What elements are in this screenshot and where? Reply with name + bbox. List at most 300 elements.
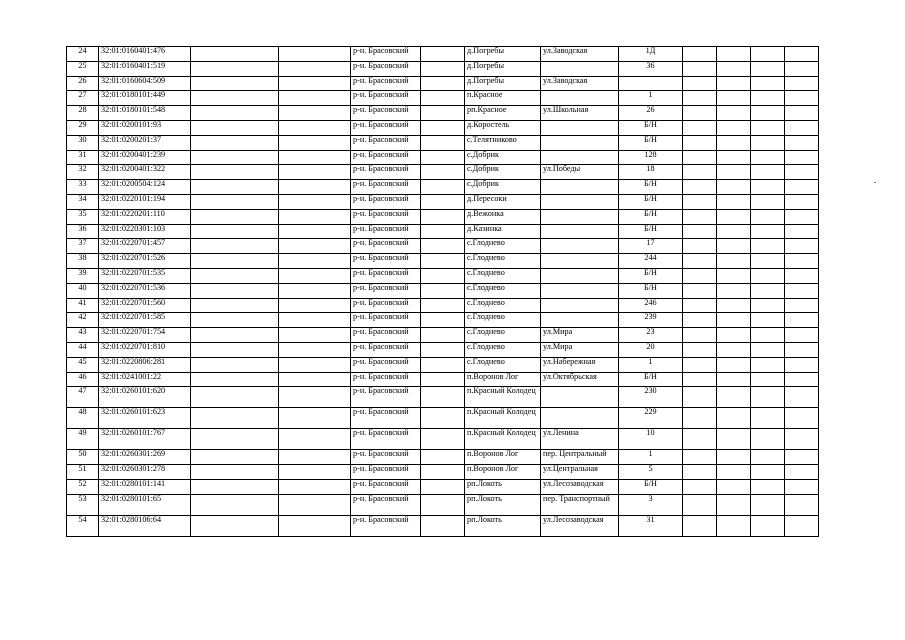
house-number-cell bbox=[619, 76, 683, 91]
cadastral-number-cell: 32:01:0241001:22 bbox=[99, 372, 191, 387]
table-row bbox=[67, 120, 819, 135]
empty-cell bbox=[279, 106, 351, 121]
house-number-cell: Б/Н bbox=[619, 180, 683, 195]
street-cell: ул.Мира bbox=[541, 342, 619, 357]
locality-cell: с.Добрик bbox=[465, 180, 541, 195]
table-row bbox=[67, 342, 819, 357]
empty-cell bbox=[751, 47, 785, 62]
locality-cell: рп.Локоть bbox=[465, 515, 541, 536]
empty-cell bbox=[785, 120, 819, 135]
empty-cell bbox=[785, 328, 819, 343]
cadastral-number-cell: 32:01:0220701:535 bbox=[99, 268, 191, 283]
empty-cell bbox=[717, 387, 751, 408]
empty-cell bbox=[421, 429, 465, 450]
street-cell: ул.Мира bbox=[541, 328, 619, 343]
empty-cell bbox=[785, 76, 819, 91]
empty-cell bbox=[751, 239, 785, 254]
locality-cell: рп.Красное bbox=[465, 106, 541, 121]
empty-cell bbox=[191, 465, 279, 480]
empty-cell bbox=[191, 47, 279, 62]
house-number-cell: 20 bbox=[619, 342, 683, 357]
cadastral-number-cell: 32:01:0200101:93 bbox=[99, 120, 191, 135]
street-cell: ул.Заводская bbox=[541, 76, 619, 91]
cadastral-number-cell: 32:01:0280101:65 bbox=[99, 494, 191, 515]
empty-cell bbox=[717, 224, 751, 239]
table-row bbox=[67, 479, 819, 494]
street-cell: ул.Заводская bbox=[541, 47, 619, 62]
empty-cell bbox=[683, 408, 717, 429]
empty-cell bbox=[421, 91, 465, 106]
street-cell bbox=[541, 135, 619, 150]
locality-cell: с.Глоднево bbox=[465, 268, 541, 283]
empty-cell bbox=[279, 224, 351, 239]
table-row bbox=[67, 254, 819, 269]
row-number-cell: 49 bbox=[67, 429, 99, 450]
locality-cell: д.Вежонка bbox=[465, 209, 541, 224]
row-number-cell: 25 bbox=[67, 61, 99, 76]
empty-cell bbox=[191, 209, 279, 224]
empty-cell bbox=[717, 165, 751, 180]
street-cell bbox=[541, 61, 619, 76]
street-cell bbox=[541, 194, 619, 209]
empty-cell bbox=[421, 180, 465, 195]
empty-cell bbox=[683, 165, 717, 180]
empty-cell bbox=[785, 209, 819, 224]
cadastral-number-cell: 32:01:0220701:526 bbox=[99, 254, 191, 269]
table-row bbox=[67, 515, 819, 536]
cadastral-number-cell: 32:01:0260301:278 bbox=[99, 465, 191, 480]
empty-cell bbox=[683, 120, 717, 135]
empty-cell bbox=[279, 209, 351, 224]
empty-cell bbox=[683, 298, 717, 313]
row-number-cell: 30 bbox=[67, 135, 99, 150]
empty-cell bbox=[683, 239, 717, 254]
row-number-cell: 33 bbox=[67, 180, 99, 195]
row-number-cell: 35 bbox=[67, 209, 99, 224]
cadastral-number-cell: 32:01:0260101:767 bbox=[99, 429, 191, 450]
empty-cell bbox=[279, 494, 351, 515]
scan-speck bbox=[874, 182, 876, 183]
street-cell bbox=[541, 387, 619, 408]
empty-cell bbox=[785, 61, 819, 76]
district-cell: р-н. Брасовский bbox=[351, 209, 421, 224]
table-row bbox=[67, 328, 819, 343]
empty-cell bbox=[683, 91, 717, 106]
empty-cell bbox=[683, 515, 717, 536]
empty-cell bbox=[751, 135, 785, 150]
empty-cell bbox=[191, 372, 279, 387]
cadastral-number-cell: 32:01:0280101:141 bbox=[99, 479, 191, 494]
empty-cell bbox=[279, 194, 351, 209]
street-cell bbox=[541, 254, 619, 269]
row-number-cell: 47 bbox=[67, 387, 99, 408]
empty-cell bbox=[785, 224, 819, 239]
row-number-cell: 42 bbox=[67, 313, 99, 328]
cadastral-number-cell: 32:01:0180101:449 bbox=[99, 91, 191, 106]
empty-cell bbox=[683, 479, 717, 494]
locality-cell: д.Погребы bbox=[465, 61, 541, 76]
empty-cell bbox=[785, 165, 819, 180]
empty-cell bbox=[751, 120, 785, 135]
row-number-cell: 36 bbox=[67, 224, 99, 239]
district-cell: р-н. Брасовский bbox=[351, 224, 421, 239]
empty-cell bbox=[279, 479, 351, 494]
empty-cell bbox=[785, 429, 819, 450]
street-cell bbox=[541, 239, 619, 254]
empty-cell bbox=[279, 91, 351, 106]
district-cell: р-н. Брасовский bbox=[351, 150, 421, 165]
empty-cell bbox=[191, 328, 279, 343]
empty-cell bbox=[717, 450, 751, 465]
empty-cell bbox=[279, 429, 351, 450]
row-number-cell: 41 bbox=[67, 298, 99, 313]
empty-cell bbox=[683, 494, 717, 515]
table-row bbox=[67, 91, 819, 106]
empty-cell bbox=[421, 515, 465, 536]
empty-cell bbox=[751, 165, 785, 180]
district-cell: р-н. Брасовский bbox=[351, 387, 421, 408]
street-cell: ул.Октябрьская bbox=[541, 372, 619, 387]
empty-cell bbox=[279, 76, 351, 91]
empty-cell bbox=[191, 268, 279, 283]
empty-cell bbox=[191, 494, 279, 515]
empty-cell bbox=[717, 180, 751, 195]
locality-cell: с.Глоднево bbox=[465, 328, 541, 343]
empty-cell bbox=[785, 194, 819, 209]
locality-cell: п.Воронов Лог bbox=[465, 465, 541, 480]
document-page bbox=[66, 46, 819, 537]
empty-cell bbox=[751, 313, 785, 328]
locality-cell: п.Красное bbox=[465, 91, 541, 106]
empty-cell bbox=[421, 465, 465, 480]
empty-cell bbox=[785, 135, 819, 150]
house-number-cell: 1 bbox=[619, 357, 683, 372]
empty-cell bbox=[785, 268, 819, 283]
empty-cell bbox=[421, 165, 465, 180]
empty-cell bbox=[717, 106, 751, 121]
house-number-cell: 246 bbox=[619, 298, 683, 313]
row-number-cell: 50 bbox=[67, 450, 99, 465]
row-number-cell: 28 bbox=[67, 106, 99, 121]
table-row bbox=[67, 239, 819, 254]
house-number-cell: 23 bbox=[619, 328, 683, 343]
empty-cell bbox=[279, 165, 351, 180]
table-row bbox=[67, 61, 819, 76]
table-row bbox=[67, 150, 819, 165]
district-cell: р-н. Брасовский bbox=[351, 194, 421, 209]
empty-cell bbox=[279, 408, 351, 429]
house-number-cell: 239 bbox=[619, 313, 683, 328]
cadastral-number-cell: 32:01:0180101:548 bbox=[99, 106, 191, 121]
locality-cell: д.Коростель bbox=[465, 120, 541, 135]
empty-cell bbox=[421, 239, 465, 254]
street-cell bbox=[541, 298, 619, 313]
empty-cell bbox=[717, 135, 751, 150]
cadastral-number-cell: 32:01:0200401:322 bbox=[99, 165, 191, 180]
empty-cell bbox=[683, 429, 717, 450]
row-number-cell: 34 bbox=[67, 194, 99, 209]
empty-cell bbox=[785, 313, 819, 328]
empty-cell bbox=[683, 180, 717, 195]
district-cell: р-н. Брасовский bbox=[351, 165, 421, 180]
empty-cell bbox=[717, 313, 751, 328]
street-cell: пер. Центральный bbox=[541, 450, 619, 465]
row-number-cell: 54 bbox=[67, 515, 99, 536]
empty-cell bbox=[279, 47, 351, 62]
empty-cell bbox=[717, 328, 751, 343]
empty-cell bbox=[751, 328, 785, 343]
cadastral-number-cell: 32:01:0160401:476 bbox=[99, 47, 191, 62]
empty-cell bbox=[421, 135, 465, 150]
house-number-cell: Б/Н bbox=[619, 283, 683, 298]
empty-cell bbox=[421, 47, 465, 62]
empty-cell bbox=[191, 106, 279, 121]
property-registry-table bbox=[66, 46, 819, 537]
empty-cell bbox=[279, 515, 351, 536]
empty-cell bbox=[683, 372, 717, 387]
table-row bbox=[67, 357, 819, 372]
empty-cell bbox=[717, 91, 751, 106]
street-cell bbox=[541, 91, 619, 106]
empty-cell bbox=[191, 120, 279, 135]
row-number-cell: 27 bbox=[67, 91, 99, 106]
empty-cell bbox=[751, 106, 785, 121]
district-cell: р-н. Брасовский bbox=[351, 135, 421, 150]
empty-cell bbox=[717, 239, 751, 254]
district-cell: р-н. Брасовский bbox=[351, 408, 421, 429]
empty-cell bbox=[717, 494, 751, 515]
street-cell bbox=[541, 224, 619, 239]
empty-cell bbox=[421, 150, 465, 165]
table-row bbox=[67, 494, 819, 515]
empty-cell bbox=[279, 61, 351, 76]
empty-cell bbox=[683, 342, 717, 357]
empty-cell bbox=[191, 408, 279, 429]
empty-cell bbox=[279, 120, 351, 135]
empty-cell bbox=[421, 283, 465, 298]
empty-cell bbox=[785, 342, 819, 357]
house-number-cell: 1 bbox=[619, 450, 683, 465]
street-cell: ул.Набережная bbox=[541, 357, 619, 372]
empty-cell bbox=[421, 372, 465, 387]
empty-cell bbox=[751, 224, 785, 239]
empty-cell bbox=[279, 465, 351, 480]
empty-cell bbox=[421, 120, 465, 135]
row-number-cell: 51 bbox=[67, 465, 99, 480]
empty-cell bbox=[751, 61, 785, 76]
empty-cell bbox=[421, 106, 465, 121]
cadastral-number-cell: 32:01:0220701:457 bbox=[99, 239, 191, 254]
empty-cell bbox=[421, 209, 465, 224]
empty-cell bbox=[717, 357, 751, 372]
empty-cell bbox=[191, 76, 279, 91]
table-row bbox=[67, 135, 819, 150]
empty-cell bbox=[717, 268, 751, 283]
empty-cell bbox=[717, 479, 751, 494]
cadastral-number-cell: 32:01:0260301:269 bbox=[99, 450, 191, 465]
empty-cell bbox=[421, 357, 465, 372]
empty-cell bbox=[191, 224, 279, 239]
street-cell: ул.Лесозаводская bbox=[541, 479, 619, 494]
table-row bbox=[67, 429, 819, 450]
empty-cell bbox=[785, 357, 819, 372]
empty-cell bbox=[785, 254, 819, 269]
empty-cell bbox=[683, 357, 717, 372]
street-cell bbox=[541, 120, 619, 135]
house-number-cell: 10 bbox=[619, 429, 683, 450]
empty-cell bbox=[279, 268, 351, 283]
empty-cell bbox=[717, 47, 751, 62]
empty-cell bbox=[683, 150, 717, 165]
cadastral-number-cell: 32:01:0220701:585 bbox=[99, 313, 191, 328]
table-row bbox=[67, 224, 819, 239]
house-number-cell: 229 bbox=[619, 408, 683, 429]
row-number-cell: 37 bbox=[67, 239, 99, 254]
locality-cell: п.Воронов Лог bbox=[465, 372, 541, 387]
empty-cell bbox=[279, 357, 351, 372]
empty-cell bbox=[785, 298, 819, 313]
empty-cell bbox=[785, 150, 819, 165]
row-number-cell: 26 bbox=[67, 76, 99, 91]
locality-cell: с.Глоднево bbox=[465, 283, 541, 298]
empty-cell bbox=[191, 135, 279, 150]
house-number-cell: 1Д bbox=[619, 47, 683, 62]
house-number-cell: 26 bbox=[619, 106, 683, 121]
empty-cell bbox=[751, 479, 785, 494]
table-row bbox=[67, 165, 819, 180]
empty-cell bbox=[279, 298, 351, 313]
cadastral-number-cell: 32:01:0160401:519 bbox=[99, 61, 191, 76]
empty-cell bbox=[785, 494, 819, 515]
locality-cell: с.Добрик bbox=[465, 150, 541, 165]
empty-cell bbox=[717, 120, 751, 135]
empty-cell bbox=[683, 135, 717, 150]
house-number-cell: 31 bbox=[619, 515, 683, 536]
empty-cell bbox=[279, 342, 351, 357]
empty-cell bbox=[683, 328, 717, 343]
empty-cell bbox=[717, 372, 751, 387]
empty-cell bbox=[751, 254, 785, 269]
district-cell: р-н. Брасовский bbox=[351, 180, 421, 195]
empty-cell bbox=[785, 180, 819, 195]
empty-cell bbox=[421, 479, 465, 494]
empty-cell bbox=[683, 313, 717, 328]
empty-cell bbox=[191, 298, 279, 313]
empty-cell bbox=[279, 150, 351, 165]
cadastral-number-cell: 32:01:0220806:281 bbox=[99, 357, 191, 372]
empty-cell bbox=[279, 239, 351, 254]
house-number-cell: 18 bbox=[619, 165, 683, 180]
row-number-cell: 40 bbox=[67, 283, 99, 298]
empty-cell bbox=[751, 408, 785, 429]
empty-cell bbox=[683, 106, 717, 121]
empty-cell bbox=[683, 61, 717, 76]
table-row bbox=[67, 268, 819, 283]
district-cell: р-н. Брасовский bbox=[351, 268, 421, 283]
locality-cell: рп.Локоть bbox=[465, 479, 541, 494]
empty-cell bbox=[191, 357, 279, 372]
empty-cell bbox=[191, 515, 279, 536]
cadastral-number-cell: 32:01:0220701:560 bbox=[99, 298, 191, 313]
house-number-cell: 3 bbox=[619, 494, 683, 515]
house-number-cell: 230 bbox=[619, 387, 683, 408]
empty-cell bbox=[785, 91, 819, 106]
house-number-cell: 244 bbox=[619, 254, 683, 269]
table-row bbox=[67, 283, 819, 298]
row-number-cell: 38 bbox=[67, 254, 99, 269]
table-row bbox=[67, 387, 819, 408]
empty-cell bbox=[421, 268, 465, 283]
empty-cell bbox=[191, 165, 279, 180]
empty-cell bbox=[683, 76, 717, 91]
table-row bbox=[67, 76, 819, 91]
empty-cell bbox=[683, 268, 717, 283]
empty-cell bbox=[191, 61, 279, 76]
district-cell: р-н. Брасовский bbox=[351, 479, 421, 494]
district-cell: р-н. Брасовский bbox=[351, 106, 421, 121]
locality-cell: д.Казинка bbox=[465, 224, 541, 239]
empty-cell bbox=[751, 298, 785, 313]
house-number-cell: Б/Н bbox=[619, 194, 683, 209]
locality-cell: с.Глоднево bbox=[465, 313, 541, 328]
empty-cell bbox=[191, 429, 279, 450]
empty-cell bbox=[785, 479, 819, 494]
row-number-cell: 48 bbox=[67, 408, 99, 429]
district-cell: р-н. Брасовский bbox=[351, 239, 421, 254]
empty-cell bbox=[279, 135, 351, 150]
empty-cell bbox=[717, 283, 751, 298]
row-number-cell: 52 bbox=[67, 479, 99, 494]
table-row bbox=[67, 180, 819, 195]
empty-cell bbox=[751, 494, 785, 515]
empty-cell bbox=[751, 342, 785, 357]
empty-cell bbox=[191, 254, 279, 269]
district-cell: р-н. Брасовский bbox=[351, 494, 421, 515]
empty-cell bbox=[785, 106, 819, 121]
table-row bbox=[67, 372, 819, 387]
district-cell: р-н. Брасовский bbox=[351, 450, 421, 465]
empty-cell bbox=[421, 328, 465, 343]
street-cell bbox=[541, 268, 619, 283]
empty-cell bbox=[785, 465, 819, 480]
empty-cell bbox=[751, 283, 785, 298]
district-cell: р-н. Брасовский bbox=[351, 61, 421, 76]
street-cell bbox=[541, 313, 619, 328]
locality-cell: с.Телятниково bbox=[465, 135, 541, 150]
row-number-cell: 39 bbox=[67, 268, 99, 283]
district-cell: р-н. Брасовский bbox=[351, 298, 421, 313]
district-cell: р-н. Брасовский bbox=[351, 357, 421, 372]
district-cell: р-н. Брасовский bbox=[351, 328, 421, 343]
street-cell: ул.Победы bbox=[541, 165, 619, 180]
table-row bbox=[67, 313, 819, 328]
empty-cell bbox=[751, 180, 785, 195]
district-cell: р-н. Брасовский bbox=[351, 47, 421, 62]
house-number-cell: Б/Н bbox=[619, 268, 683, 283]
empty-cell bbox=[191, 313, 279, 328]
district-cell: р-н. Брасовский bbox=[351, 76, 421, 91]
empty-cell bbox=[421, 194, 465, 209]
table-row bbox=[67, 209, 819, 224]
street-cell bbox=[541, 408, 619, 429]
locality-cell: п.Красный Колодец bbox=[465, 387, 541, 408]
locality-cell: с.Глоднево bbox=[465, 298, 541, 313]
empty-cell bbox=[279, 254, 351, 269]
district-cell: р-н. Брасовский bbox=[351, 254, 421, 269]
empty-cell bbox=[191, 239, 279, 254]
house-number-cell: 1 bbox=[619, 91, 683, 106]
empty-cell bbox=[751, 387, 785, 408]
